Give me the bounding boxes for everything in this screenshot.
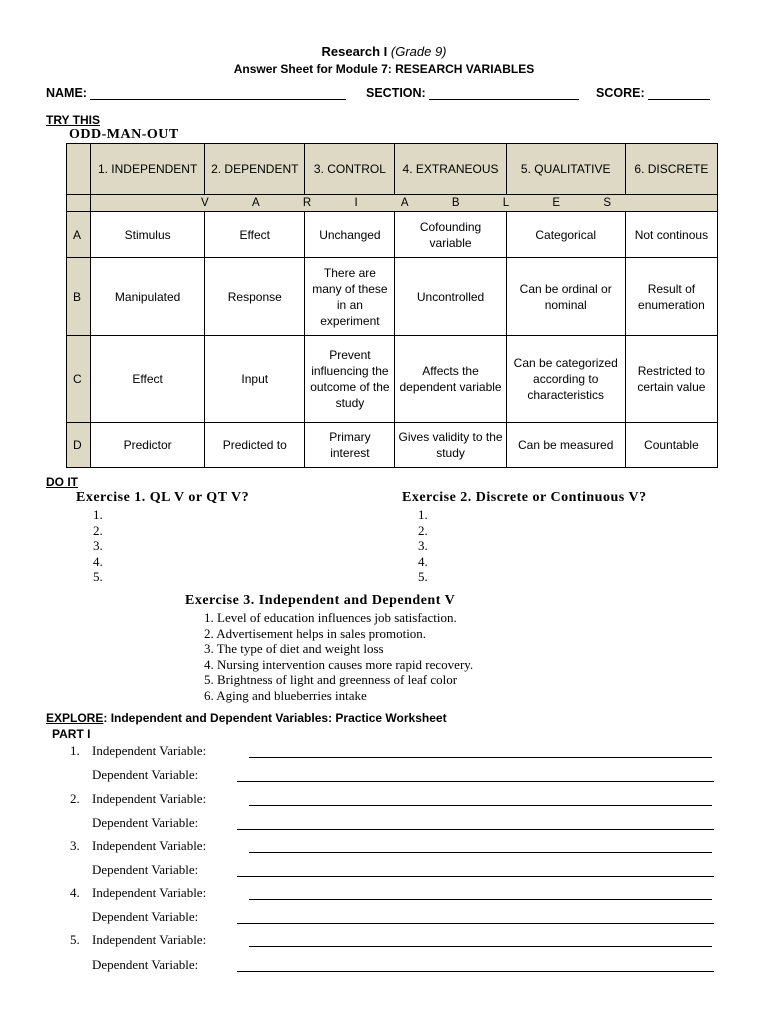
practice-item-3-independent: [70, 838, 206, 854]
row-label: C: [67, 336, 91, 423]
page-title: [0, 44, 768, 59]
table-row: [67, 258, 718, 336]
table-cell[interactable]: Primary interest: [305, 423, 395, 468]
answer-line[interactable]: [237, 829, 714, 830]
variables-row: [67, 195, 718, 212]
list-item: 5.: [93, 569, 103, 584]
list-item: 6. Aging and blueberries intake: [204, 687, 367, 703]
banner-letter: I: [354, 197, 358, 209]
independent-label: Independent Variable:: [92, 885, 207, 900]
list-item: 3. The type of diet and weight loss: [204, 641, 384, 656]
row-label: B: [67, 258, 91, 336]
list-item: 5.: [418, 569, 428, 584]
list-item: 3.: [418, 538, 428, 553]
table-cell[interactable]: Can be categorized according to characteristics: [506, 336, 625, 423]
exercise-2-list: [418, 507, 428, 585]
table-cell[interactable]: Response: [205, 258, 305, 336]
banner-letter: B: [451, 197, 460, 209]
col-header: 5. QUALITATIVE: [506, 144, 625, 195]
table-row: [67, 423, 718, 468]
table-cell[interactable]: Can be ordinal or nominal: [506, 258, 625, 336]
exercise-1-list: [93, 507, 103, 585]
page-subtitle: Answer Sheet for Module 7: RESEARCH VARIABLES: [233, 62, 535, 76]
table-cell[interactable]: Input: [205, 336, 305, 423]
item-number: 1.: [70, 743, 80, 758]
banner-letter: A: [400, 197, 409, 209]
answer-line[interactable]: [237, 876, 714, 877]
item-number: 4.: [70, 885, 80, 900]
title-main: Research I: [321, 44, 388, 59]
table-cell[interactable]: Result of enumeration: [625, 258, 717, 336]
header-row: [67, 144, 718, 195]
list-item: 4.: [93, 553, 103, 569]
answer-line[interactable]: [249, 757, 712, 758]
exercise-3-title: Exercise 3. Independent and Dependent V: [185, 593, 456, 608]
answer-line[interactable]: [249, 899, 712, 900]
do-it-heading: DO IT: [46, 475, 78, 489]
list-item: 1. Level of education influences job satisfaction.: [204, 610, 457, 625]
answer-line[interactable]: [249, 852, 712, 853]
col-header: 3. CONTROL: [305, 144, 395, 195]
table-cell[interactable]: Countable: [625, 423, 717, 468]
list-item: 4.: [418, 553, 428, 569]
list-item: 2. Advertisement helps in sales promotion.: [204, 625, 427, 641]
table-cell[interactable]: Manipulated: [91, 258, 205, 336]
exercise-2-title: Exercise 2. Discrete or Continuous V?: [402, 490, 647, 505]
answer-line[interactable]: [237, 971, 714, 972]
banner-letter: A: [251, 197, 260, 209]
col-header: 6. DISCRETE: [625, 144, 717, 195]
table-cell[interactable]: Can be measured: [506, 423, 625, 468]
banner-letter: R: [302, 197, 312, 209]
name-field[interactable]: [46, 86, 346, 100]
answer-line[interactable]: [249, 805, 712, 806]
banner-letter: E: [552, 197, 561, 209]
list-item: 4. Nursing intervention causes more rapid recovery.: [204, 656, 474, 672]
name-label: NAME:: [46, 86, 87, 100]
try-this-heading: TRY THIS: [46, 113, 101, 127]
list-item: 2.: [418, 522, 428, 538]
table-row: [67, 336, 718, 423]
list-item: 1.: [93, 507, 103, 522]
practice-item-3-dependent: Dependent Variable:: [92, 862, 199, 877]
table-cell[interactable]: Cofounding variable: [395, 212, 506, 258]
score-label: SCORE:: [596, 86, 645, 100]
score-line[interactable]: [648, 87, 710, 100]
variables-row-corner: [67, 195, 91, 212]
odd-man-out-table: [66, 143, 718, 468]
answer-line[interactable]: [249, 946, 712, 947]
list-item: 3.: [93, 538, 103, 553]
banner-letter: L: [502, 197, 510, 209]
item-number: 3.: [70, 838, 80, 853]
table-cell[interactable]: Predicted to: [205, 423, 305, 468]
score-field[interactable]: [596, 86, 710, 100]
independent-label: Independent Variable:: [92, 791, 207, 806]
col-header: 4. EXTRANEOUS: [395, 144, 506, 195]
table-cell[interactable]: There are many of these in an experiment: [305, 258, 395, 336]
section-line[interactable]: [429, 87, 579, 100]
variables-banner: [91, 195, 718, 212]
list-item: 5. Brightness of light and greenness of leaf color: [204, 672, 458, 687]
table-cell[interactable]: Effect: [205, 212, 305, 258]
practice-item-1-independent: [70, 743, 206, 759]
table-cell[interactable]: Effect: [91, 336, 205, 423]
explore-title: : Independent and Dependent Variables: Practice Worksheet: [103, 711, 447, 725]
independent-label: Independent Variable:: [92, 838, 207, 853]
practice-item-2-independent: [70, 791, 206, 807]
odd-man-out-label: ODD-MAN-OUT: [69, 127, 179, 142]
practice-item-5-independent: [70, 932, 206, 948]
item-number: 2.: [70, 791, 80, 806]
exercise-1-title: Exercise 1. QL V or QT V?: [76, 490, 250, 505]
explore-label: EXPLORE: [46, 711, 104, 725]
table-cell[interactable]: Restricted to certain value: [625, 336, 717, 423]
table-cell[interactable]: Stimulus: [91, 212, 205, 258]
table-cell[interactable]: Gives validity to the study: [395, 423, 506, 468]
explore-heading: [46, 711, 447, 725]
practice-item-4-independent: [70, 885, 206, 901]
table-cell[interactable]: Prevent influencing the outcome of the study: [305, 336, 395, 423]
banner-letter: V: [201, 197, 209, 209]
list-item: 2.: [93, 522, 103, 538]
table-cell[interactable]: Uncontrolled: [395, 258, 506, 336]
practice-item-1-dependent: Dependent Variable:: [92, 767, 199, 782]
answer-line[interactable]: [237, 781, 714, 782]
title-grade: (Grade 9): [390, 44, 447, 59]
table-cell[interactable]: Unchanged: [305, 212, 395, 258]
item-number: 5.: [70, 932, 80, 947]
section-label: SECTION:: [366, 86, 426, 100]
section-field[interactable]: [366, 86, 579, 100]
practice-item-5-dependent: Dependent Variable:: [92, 957, 199, 972]
row-label: D: [67, 423, 91, 468]
exercise-3-list: [204, 610, 473, 703]
independent-label: Independent Variable:: [92, 932, 207, 947]
banner-letter: S: [603, 197, 611, 209]
col-header: 2. DEPENDENT: [205, 144, 305, 195]
table-cell[interactable]: Affects the dependent variable: [395, 336, 506, 423]
part-label: PART I: [52, 727, 91, 741]
table-cell[interactable]: Predictor: [91, 423, 205, 468]
practice-item-4-dependent: Dependent Variable:: [92, 909, 199, 924]
practice-item-2-dependent: Dependent Variable:: [92, 815, 199, 830]
corner-cell: [67, 144, 91, 195]
independent-label: Independent Variable:: [92, 743, 207, 758]
table-row: [67, 212, 718, 258]
list-item: 1.: [418, 507, 428, 522]
name-line[interactable]: [90, 87, 346, 100]
table-cell[interactable]: Not continous: [625, 212, 717, 258]
col-header: 1. INDEPENDENT: [91, 144, 205, 195]
table-cell[interactable]: Categorical: [506, 212, 625, 258]
row-label: A: [67, 212, 91, 258]
answer-line[interactable]: [237, 923, 714, 924]
